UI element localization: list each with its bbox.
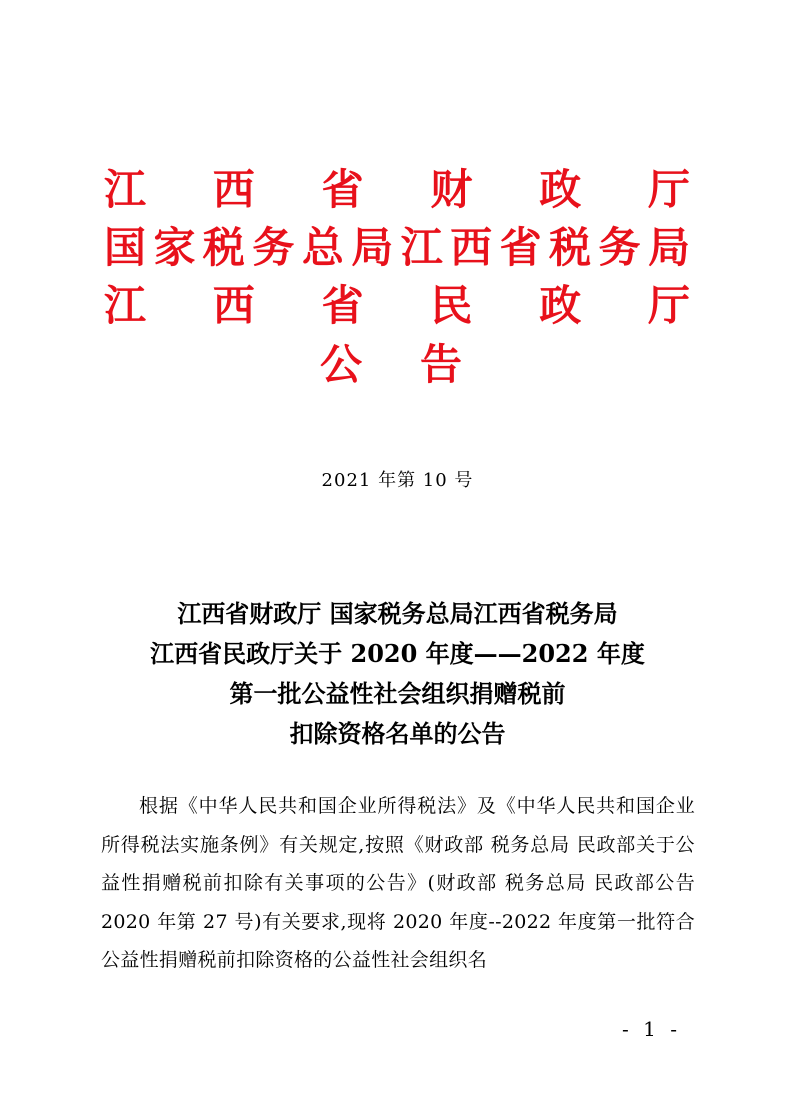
- issuer-char: 西: [450, 223, 493, 272]
- issuer-char: 务: [252, 223, 295, 272]
- doc-type-char: 告: [419, 340, 462, 389]
- issuer-char: 西: [212, 281, 255, 330]
- issuer-char: 总: [301, 223, 344, 272]
- issuer-char: 省: [499, 223, 542, 272]
- body-paragraph: 根据《中华人民共和国企业所得税法》及《中华人民共和国企业所得税法实施条例》有关规定,按照《财政部 税务总局 民政部关于公益性捐赠税前扣除有关事项的公告》(财政部 税务总局 民政部公告 2020 年第 27 号)有关要求,现将 2020 年度--2022 年度第一批符合公益性捐赠税前扣除资格的公益性社会组织名: [101, 795, 695, 971]
- issuer-state-taxation-jiangxi: [104, 222, 690, 274]
- document-body: [101, 787, 695, 980]
- issuer-char: 家: [153, 223, 196, 272]
- issuer-jiangxi-finance-dept: [104, 164, 690, 216]
- issuer-char: 江: [104, 281, 147, 330]
- issuer-char: 务: [598, 223, 641, 272]
- doc-type-char: 公: [320, 340, 363, 389]
- issuer-char: 政: [539, 165, 582, 214]
- issuer-char: 财: [430, 165, 473, 214]
- issuer-char: 政: [539, 281, 582, 330]
- document-title: [0, 594, 795, 754]
- title-line: 江西省民政厅关于 2020 年度——2022 年度: [150, 639, 645, 668]
- issuer-char: 局: [351, 223, 394, 272]
- issuer-char: 税: [549, 223, 592, 272]
- title-line: 扣除资格名单的公告: [289, 719, 506, 748]
- page-number: - 1 -: [622, 1017, 681, 1041]
- title-line: 江西省财政厅 国家税务总局江西省税务局: [177, 599, 618, 628]
- issuer-char: 江: [400, 223, 443, 272]
- title-line: 第一批公益性社会组织捐赠税前: [229, 679, 566, 708]
- issuer-char: 西: [212, 165, 255, 214]
- document-number: 2021 年第 10 号: [321, 470, 474, 491]
- issuer-jiangxi-civil-affairs-dept: [104, 280, 690, 332]
- issuer-char: 民: [430, 281, 473, 330]
- issuer-char: 厅: [647, 165, 690, 214]
- issuer-char: 国: [104, 223, 147, 272]
- issuer-char: 省: [321, 281, 364, 330]
- issuer-char: 省: [321, 165, 364, 214]
- issuer-char: 局: [647, 223, 690, 272]
- issuer-char: 厅: [647, 281, 690, 330]
- issuer-char: 江: [104, 165, 147, 214]
- document-type-heading: [320, 336, 462, 388]
- issuer-char: 税: [202, 223, 245, 272]
